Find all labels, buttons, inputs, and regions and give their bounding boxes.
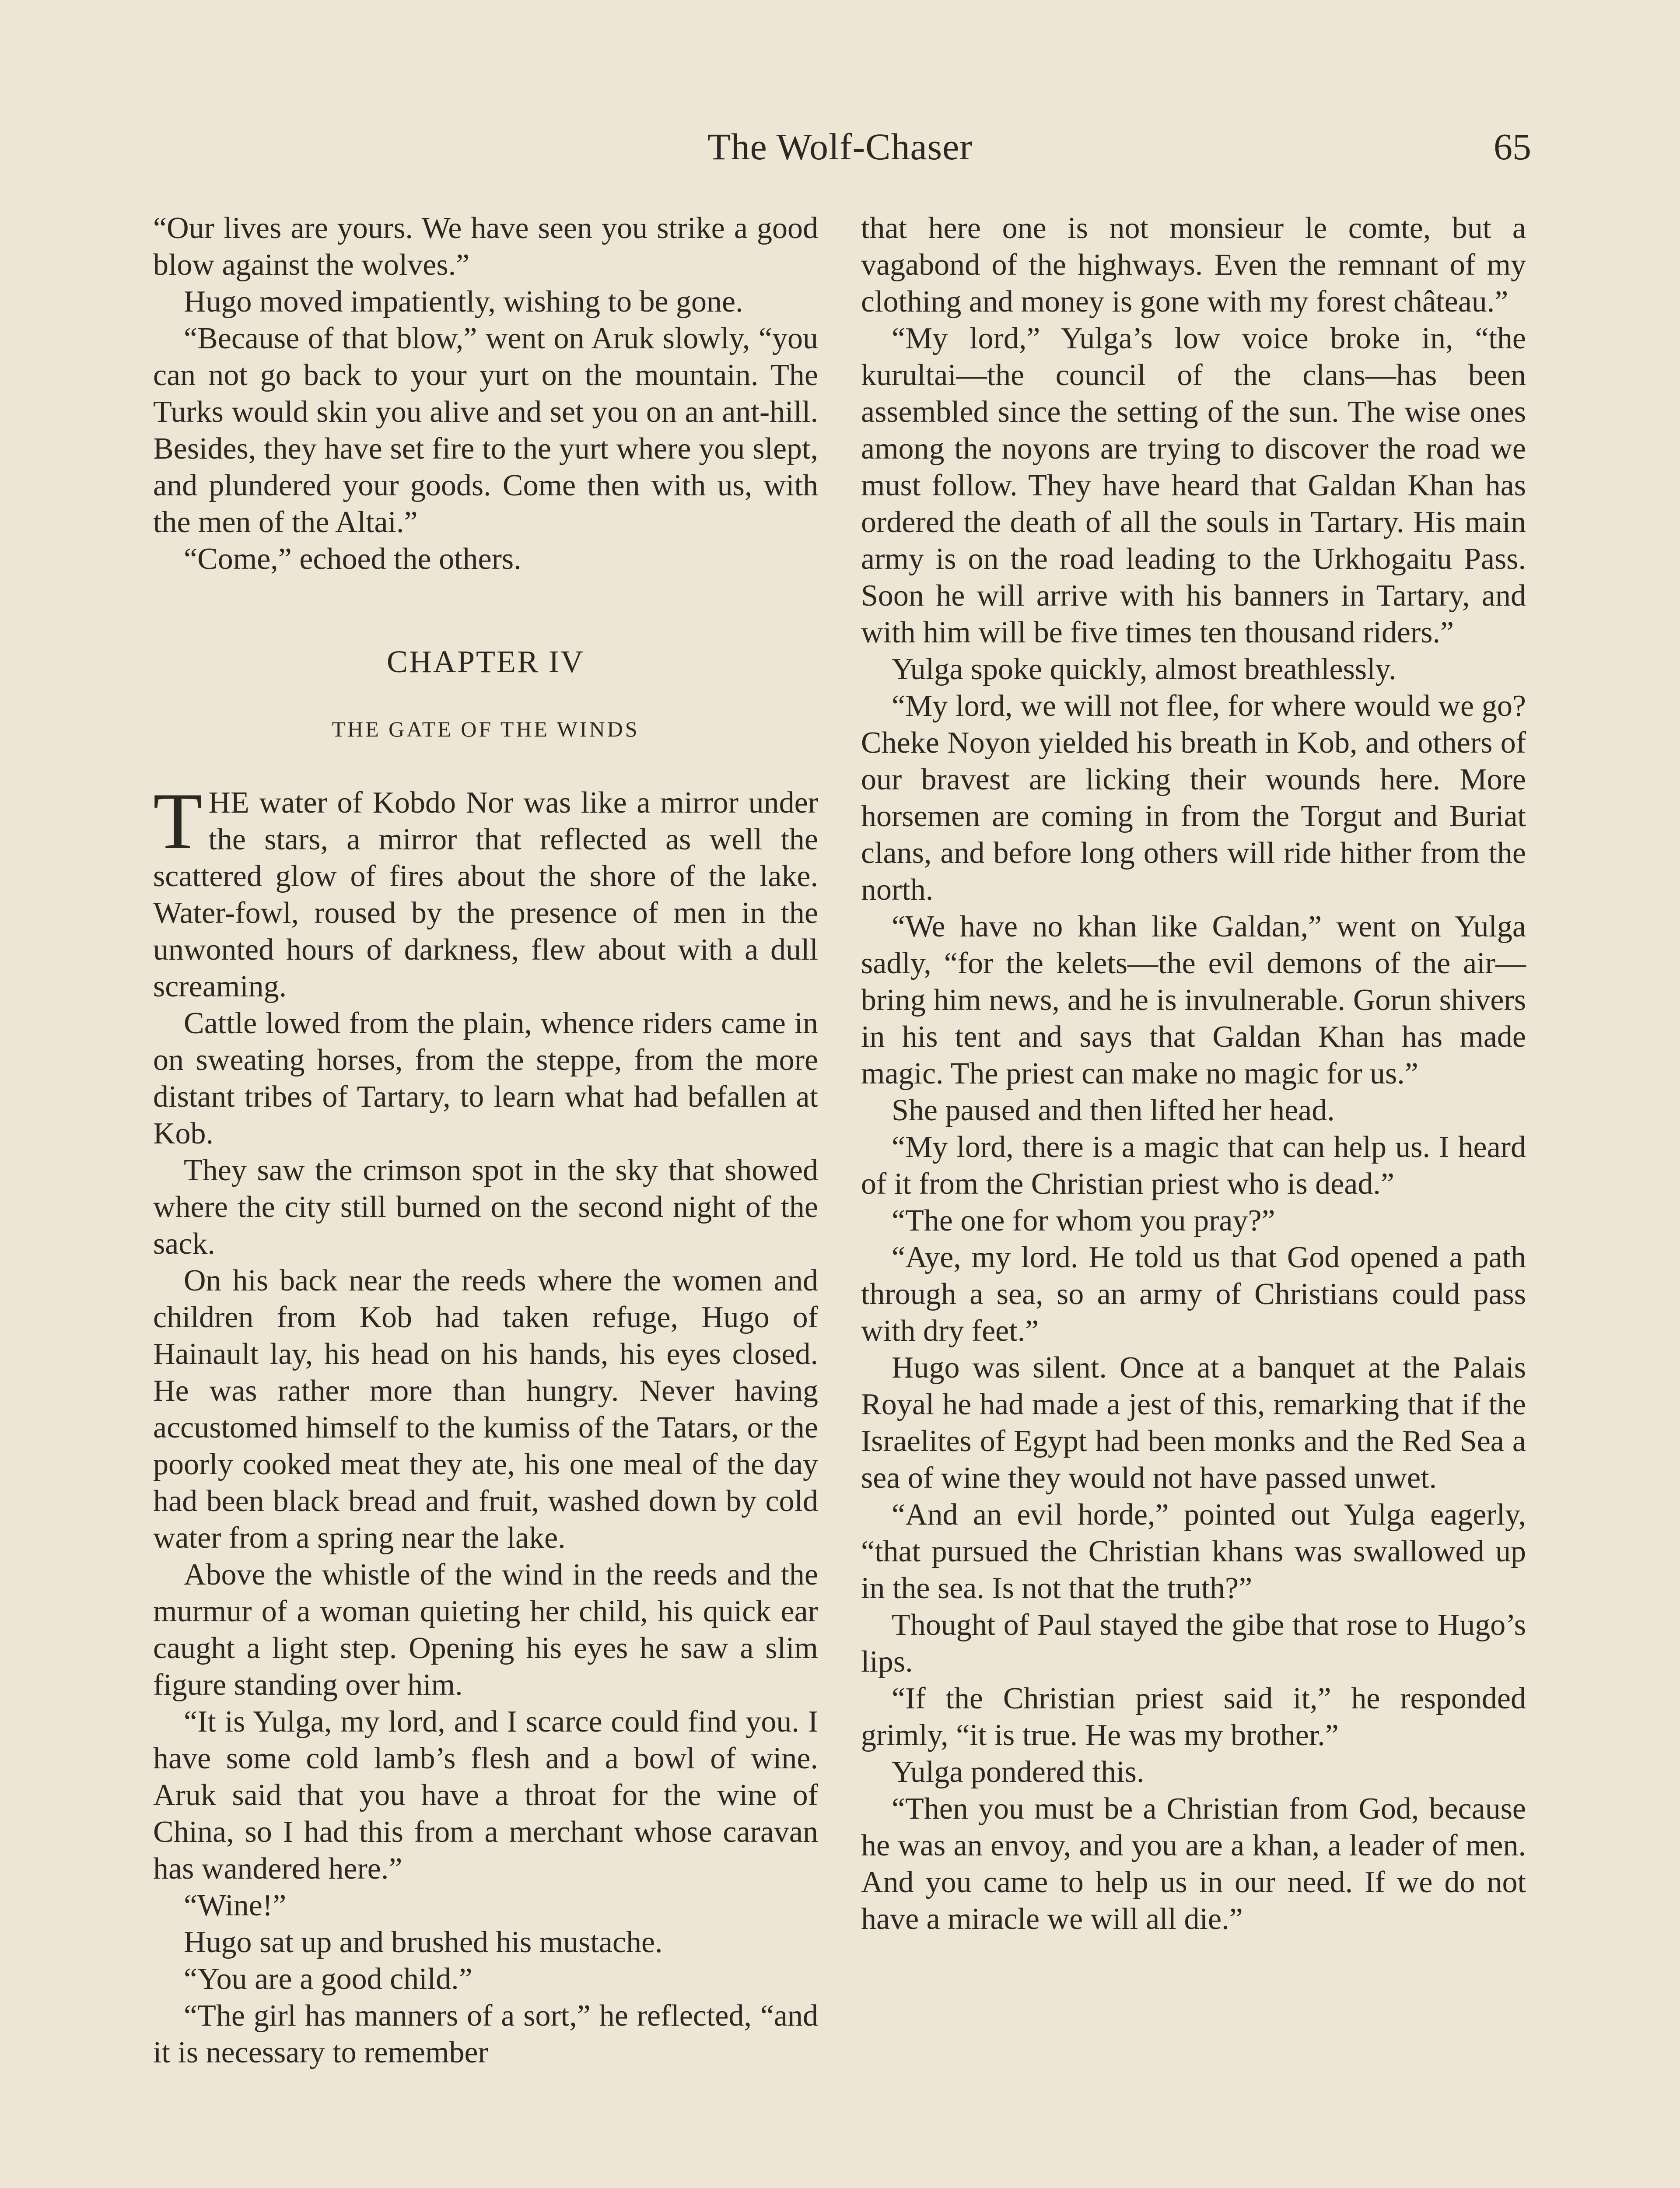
paragraph: “Because of that blow,” went on Aruk slowly, “you can not go back to your yurt on the mountain. The Turks would skin you alive and set you on an ant-hill. Besides, they have set fire to the yurt where you slept, and plundered your goods. Come then with us, with the men of the Altai.”	[153, 322, 818, 539]
paragraph: Hugo was silent. Once at a banquet at the Palais Royal he had made a jest of this, remarking that if the Israelites of Egypt had been monks and the Red Sea a sea of wine they would not have passed unwet.	[861, 1351, 1526, 1495]
paragraph: Above the whistle of the wind in the reeds and the murmur of a woman quieting her child, his quick ear caught a light step. Opening his eyes he saw a slim figure standing over him.	[153, 1558, 818, 1702]
paragraph: Hugo sat up and brushed his mustache.	[184, 1925, 663, 1959]
chapter-heading: CHAPTER IV	[386, 644, 584, 679]
right-column	[861, 210, 1526, 1938]
chapter-subtitle: THE GATE OF THE WINDS	[332, 717, 640, 741]
page-number: 65	[1494, 126, 1531, 168]
paragraph: “The girl has manners of a sort,” he reflected, “and it is necessary to remember	[153, 1999, 818, 2069]
paragraph: “Wine!”	[184, 1889, 287, 1922]
paragraph: Thought of Paul stayed the gibe that rose to Hugo’s lips.	[861, 1608, 1526, 1679]
paragraph: “The one for whom you pray?”	[892, 1204, 1275, 1238]
paragraph-continuation: that here one is not monsieur le comte, but a vagabond of the highways. Even the remnant of my clothing and money is gone with my forest château.”	[861, 211, 1526, 319]
paragraph: “My lord, there is a magic that can help us. I heard of it from the Christian priest who is dead.”	[861, 1130, 1526, 1201]
paragraph: “Our lives are yours. We have seen you strike a good blow against the wolves.”	[153, 211, 818, 282]
chapter-first-paragraph	[153, 776, 818, 1005]
paragraph: “If the Christian priest said it,” he responded grimly, “it is true. He was my brother.”	[861, 1682, 1526, 1752]
paragraph: “We have no khan like Galdan,” went on Yulga sadly, “for the kelets—the evil demons of the air—bring him news, and he is invulnerable. Gorun shivers in his tent and says that Galdan Khan has made magic. The priest can make no magic for us.”	[861, 910, 1526, 1090]
paragraph: “And an evil horde,” pointed out Yulga eagerly, “that pursued the Christian khans was swallowed up in the sea. Is not that the truth?”	[861, 1498, 1526, 1605]
paragraph: “Come,” echoed the others.	[184, 542, 522, 576]
paragraph: “Then you must be a Christian from God, because he was an envoy, and you are a khan, a leader of men. And you came to help us in our need. If we do not have a miracle we will all die.”	[861, 1792, 1526, 1936]
paragraph: “Aye, my lord. He told us that God opened a path through a sea, so an army of Christians could pass with dry feet.”	[861, 1241, 1526, 1348]
paragraph: Cattle lowed from the plain, whence riders came in on sweating horses, from the steppe, from the more distant tribes of Tartary, to learn what had befallen at Kob.	[153, 1006, 818, 1150]
running-title: The Wolf-Chaser	[707, 126, 973, 168]
paragraph: “My lord, we will not flee, for where would we go? Cheke Noyon yielded his breath in Kob, and others of our bravest are licking their wounds here. More horsemen are coming in from the Torgut and Buriat clans, and before long others will ride hither from the north.	[861, 689, 1526, 907]
paragraph: Yulga spoke quickly, almost breathlessly.	[892, 652, 1396, 686]
paragraph: “It is Yulga, my lord, and I scarce could find you. I have some cold lamb’s flesh and a bowl of wine. Aruk said that you have a throat for the wine of China, so I had this from a merchant whose caravan has wandered here.”	[153, 1705, 818, 1886]
paragraph: “My lord,” Yulga’s low voice broke in, “the kurultai—the council of the clans—has been assembled since the setting of the sun. The wise ones among the noyons are trying to discover the road we must follow. They have heard that Galdan Khan has ordered the death of all the souls in Tartary. His main army is on the road leading to the Urkhogaitu Pass. Soon he will arrive with his banners in Tartary, and with him will be five times ten thousand riders.”	[861, 322, 1526, 649]
paragraph: They saw the crimson spot in the sky that showed where the city still burned on the second night of the sack.	[153, 1154, 818, 1261]
left-column	[153, 210, 818, 2071]
paragraph: “You are a good child.”	[184, 1962, 472, 1996]
first-paragraph-text: HE water of Kobdo Nor was like a mirror under the stars, a mirror that reflected as well the scattered glow of fires about the shore of the lake. Water-fowl, roused by the presence of men in the unwonted hours of darkness, flew about with a dull screaming.	[153, 786, 818, 1003]
paragraph: She paused and then lifted her head.	[892, 1094, 1335, 1127]
paragraph: On his back near the reeds where the women and children from Kob had taken refuge, Hugo of Hainault lay, his head on his hands, his eyes closed. He was rather more than hungry. Never having accustomed himself to the kumiss of the Tatars, or the poorly cooked meat they ate, his one meal of the day had been black bread and fruit, washed down by cold water from a spring near the lake.	[153, 1264, 818, 1555]
drop-cap: T	[153, 776, 203, 866]
paragraph: Yulga pondered this.	[892, 1755, 1144, 1789]
paragraph: Hugo moved impatiently, wishing to be gone.	[184, 285, 743, 319]
